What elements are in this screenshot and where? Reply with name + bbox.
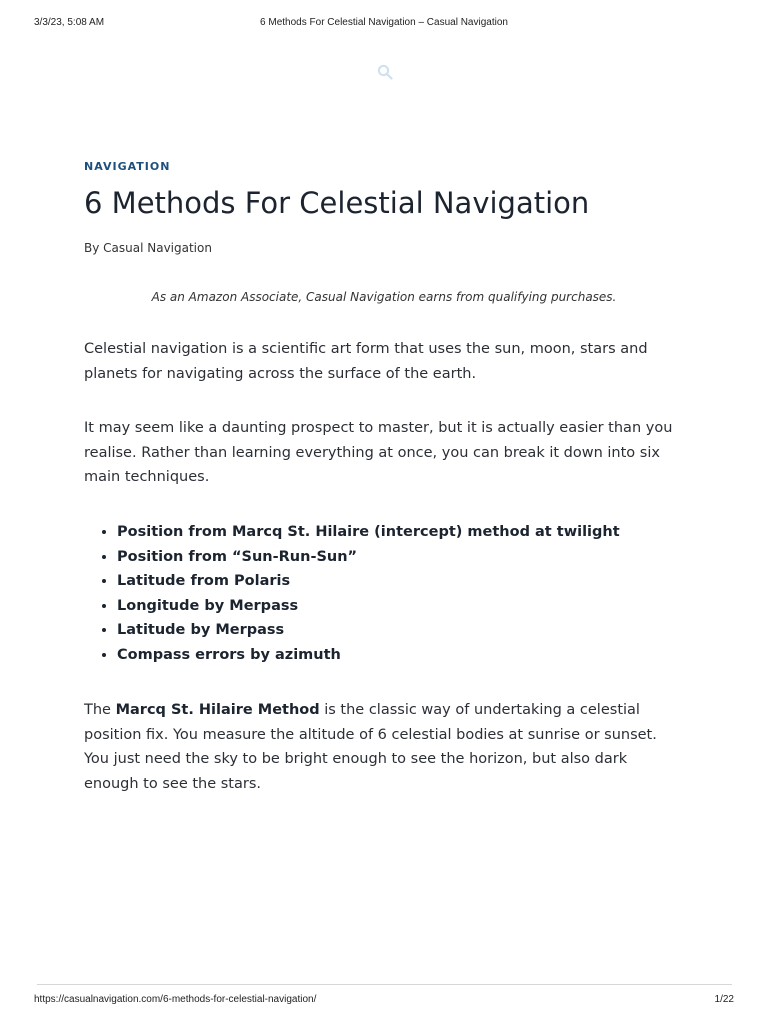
list-item: • Compass errors by azimuth (117, 643, 704, 668)
marcq-method-bold: Marcq St. Hilaire Method (115, 702, 320, 718)
search-icon[interactable] (377, 64, 393, 80)
print-document-title: 6 Methods For Celestial Navigation – Casual Navigation (260, 17, 508, 28)
print-date: 3/3/23, 5:08 AM (34, 17, 105, 28)
page-number: 1/22 (714, 994, 734, 1005)
paragraph-rest: is the classic way of undertaking a celestial position fix. You measure the altitude of 6 celestial bodies at sunrise or sunset. You just need the sky to be bright enough to see the horizon, but also dark enough to see the stars. (84, 702, 657, 792)
page-url: https://casualnavigation.com/6-methods-for-celestial-navigation/ (34, 994, 317, 1005)
category-link[interactable]: NAVIGATION (84, 160, 171, 173)
print-footer (34, 994, 734, 1008)
byline: By Casual Navigation (84, 241, 212, 255)
paragraph-prefix: The (84, 702, 116, 718)
footer-divider (37, 984, 732, 985)
list-item: • Latitude by Merpass (117, 618, 704, 643)
techniques-paragraph: It may seem like a daunting prospect to master, but it is actually easier than you realise. Rather than learning everything at once, you can break it down into six main techniques. (84, 420, 673, 486)
print-header (34, 17, 734, 31)
methods-list (84, 520, 704, 668)
page-title: 6 Methods For Celestial Navigation (84, 186, 590, 220)
list-item: • Longitude by Merpass (117, 594, 704, 619)
affiliate-disclaimer: As an Amazon Associate, Casual Navigation earns from qualifying purchases. (151, 290, 617, 304)
intro-paragraph: Celestial navigation is a scientific art form that uses the sun, moon, stars and planets for navigating across the surface of the earth. (84, 341, 648, 382)
list-item: • Latitude from Polaris (117, 569, 704, 594)
list-item: • Position from “Sun-Run-Sun” (117, 545, 704, 570)
list-item: • Position from Marcq St. Hilaire (intercept) method at twilight (117, 520, 704, 545)
marcq-method-paragraph (84, 698, 684, 796)
